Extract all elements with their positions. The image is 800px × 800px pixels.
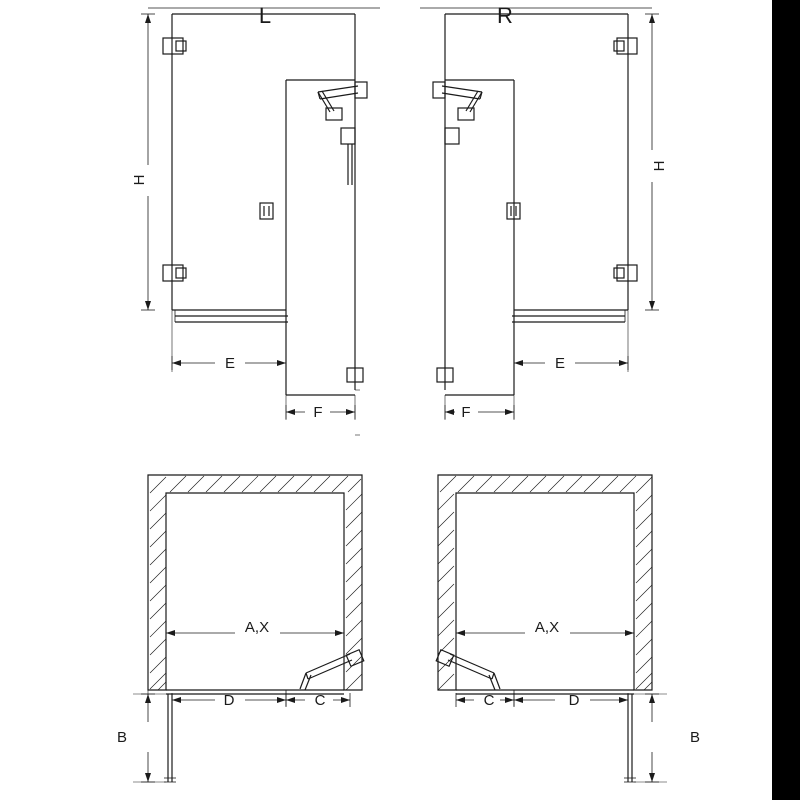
label-fixed-panel-right: F [461,403,471,421]
dimension-fixed-right [445,405,514,419]
label-fixed-panel-left: F [313,403,323,421]
dimension-door-right [514,356,628,370]
label-depth-right: B [689,728,701,746]
title-right-variant: R [497,2,513,28]
title-left-variant: L [258,2,272,28]
hinge-top-right [614,38,637,54]
label-height-left: H [130,174,148,186]
label-depth-left: B [116,728,128,746]
label-width-total-left: A,X [244,618,270,636]
dimension-b-right [634,694,667,782]
wall-hatching-left [150,476,362,690]
label-door-width-right: D [568,691,580,709]
hinge-middle-left [163,265,186,281]
support-bar-left [318,82,367,185]
label-door-width-left: D [223,691,235,709]
front-view-right [420,8,659,420]
dimension-b-left [133,694,168,782]
door-leaf-open-left [164,694,176,782]
door-handle-left [260,203,273,219]
label-door-panel-left: E [224,354,236,372]
label-fixed-width-right: C [483,691,495,709]
label-fixed-width-left: C [314,691,326,709]
label-door-panel-right: E [554,354,566,372]
hinge-middle-right [614,265,637,281]
door-leaf-open-right [624,694,636,782]
front-view-left [141,8,380,435]
hinge-top-left [163,38,186,54]
label-width-total-right: A,X [534,618,560,636]
support-bar-plan-right [436,650,500,690]
right-margin-bar [772,0,800,800]
wall-hatching-right [438,476,652,690]
support-bar-right [433,82,482,144]
dimension-height-left [141,14,155,310]
label-height-right: H [650,160,668,172]
support-bar-plan-left [300,650,364,690]
